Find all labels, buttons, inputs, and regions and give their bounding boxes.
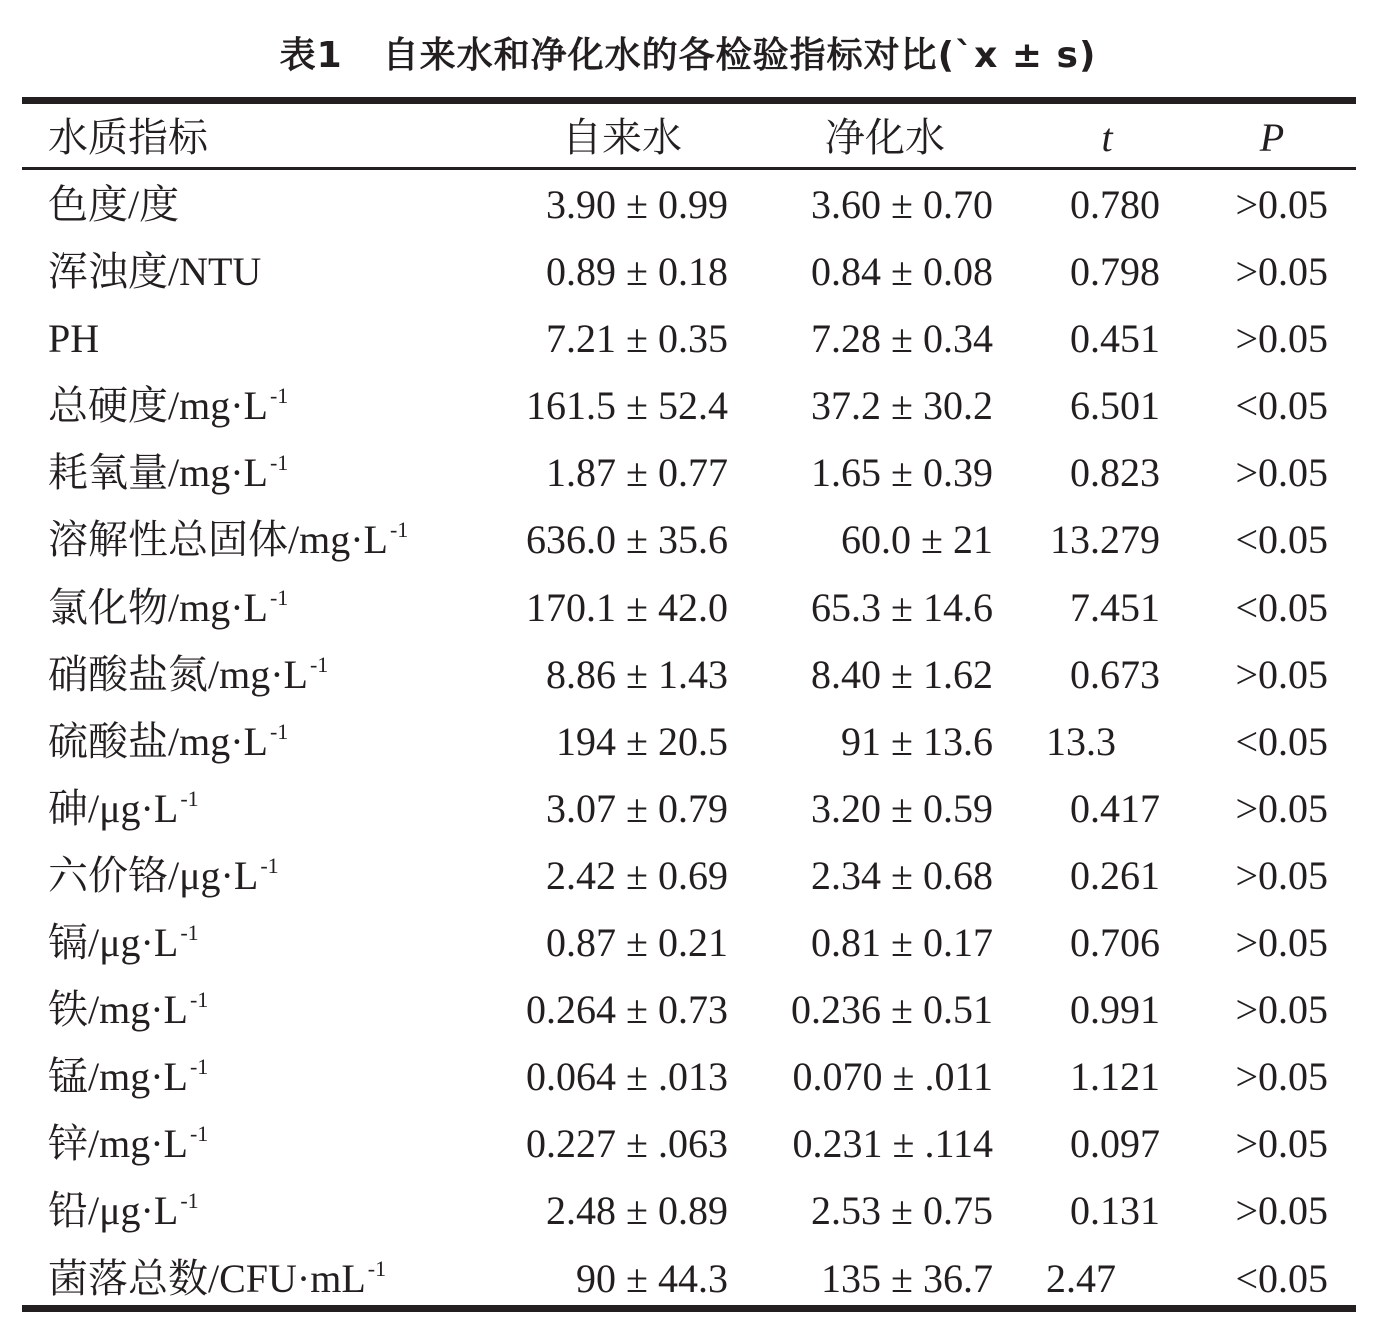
indicator-text: 耗氧量/mg·L: [48, 450, 268, 496]
t-value-cell: 13.279: [1050, 517, 1160, 563]
tap-water-cell: 90 ± 44.3: [576, 1255, 728, 1301]
unit-exponent: -1: [189, 987, 209, 1013]
indicator-text: 锰/mg·L: [48, 1054, 188, 1100]
t-value-cell: 0.991: [1070, 987, 1160, 1033]
table-header: [22, 104, 1356, 171]
unit-exponent: -1: [180, 1188, 199, 1214]
tap-water-cell: 0.227 ± .063: [526, 1121, 728, 1167]
indicator-text: 氯化物/mg·L: [48, 584, 268, 630]
indicator-cell: [48, 574, 288, 641]
indicator-text: 硫酸盐/mg·L: [48, 718, 268, 764]
indicator-text: 锌/mg·L: [48, 1121, 188, 1167]
header-row: [22, 104, 1356, 171]
purified-water-cell: 8.40 ± 1.62: [811, 651, 993, 697]
t-value-cell: 6.501: [1070, 383, 1160, 429]
p-value-cell: >0.05: [1235, 450, 1328, 496]
purified-water-cell: 0.070 ± .011: [792, 1054, 993, 1100]
table-row: [22, 372, 1356, 439]
indicator-text: 色度/度: [48, 182, 180, 227]
purified-water-cell: 7.28 ± 0.34: [811, 316, 993, 362]
p-value-cell: <0.05: [1235, 584, 1328, 630]
table-row: [22, 238, 1356, 305]
purified-water-cell: 37.2 ± 30.2: [811, 383, 993, 429]
table-row: [22, 574, 1356, 641]
tap-water-cell: 8.86 ± 1.43: [546, 651, 728, 697]
indicator-text: 总硬度/mg·L: [48, 383, 268, 429]
table-row: [22, 775, 1356, 842]
indicator-cell: [48, 439, 288, 506]
tap-water-cell: 161.5 ± 52.4: [526, 383, 728, 429]
p-value-cell: >0.05: [1235, 1054, 1328, 1100]
t-value-cell: 0.097: [1070, 1121, 1160, 1167]
purified-water-cell: 0.84 ± 0.08: [811, 249, 993, 295]
indicator-text: 铅/μg·L: [48, 1188, 179, 1234]
tap-water-cell: 3.07 ± 0.79: [546, 785, 728, 831]
tap-water-cell: 2.48 ± 0.89: [546, 1188, 728, 1234]
indicator-cell: [48, 1110, 208, 1177]
unit-exponent: -1: [269, 584, 289, 610]
header-p: P: [1259, 115, 1285, 160]
p-value-cell: <0.05: [1235, 383, 1328, 429]
table-row: [22, 1177, 1356, 1244]
p-value-cell: >0.05: [1235, 920, 1328, 966]
p-value-cell: >0.05: [1235, 1188, 1328, 1234]
p-value-cell: <0.05: [1235, 718, 1328, 764]
header-t: t: [1101, 115, 1113, 160]
unit-exponent: -1: [269, 450, 289, 476]
table-row: [22, 909, 1356, 976]
unit-exponent: -1: [180, 920, 199, 946]
tap-water-cell: 170.1 ± 42.0: [526, 584, 728, 630]
table-row: [22, 1043, 1356, 1110]
unit-exponent: -1: [389, 517, 409, 543]
indicator-text: 浑浊度/NTU: [48, 249, 262, 295]
table-row: [22, 305, 1356, 372]
indicator-cell: [48, 1245, 386, 1312]
indicator-cell: [48, 372, 288, 439]
table-caption: [0, 30, 1376, 82]
table-body: [22, 171, 1356, 1312]
purified-water-cell: 0.231 ± .114: [792, 1121, 993, 1167]
purified-water-cell: 65.3 ± 14.6: [811, 584, 993, 630]
tap-water-cell: 3.90 ± 0.99: [546, 182, 728, 227]
purified-water-cell: 3.20 ± 0.59: [811, 785, 993, 831]
indicator-text: 硝酸盐氮/mg·L: [48, 651, 308, 697]
indicator-cell: [48, 238, 263, 305]
t-value-cell: 0.798: [1070, 249, 1160, 295]
purified-water-cell: 91 ± 13.6: [841, 718, 993, 764]
table-title: 自来水和净化水的各检验指标对比(`x ± s): [382, 35, 1097, 76]
tap-water-cell: 1.87 ± 0.77: [546, 450, 728, 496]
p-value-cell: >0.05: [1235, 987, 1328, 1033]
t-value-cell: 0.261: [1070, 852, 1160, 898]
p-value-cell: >0.05: [1235, 651, 1328, 697]
unit-exponent: -1: [269, 383, 289, 409]
indicator-cell: [48, 1043, 208, 1110]
table-number: 表1: [279, 35, 343, 76]
t-value-cell: 2.47: [1046, 1255, 1116, 1301]
indicator-cell: [48, 976, 208, 1043]
p-value-cell: >0.05: [1235, 182, 1328, 227]
purified-water-cell: 60.0 ± 21: [841, 517, 993, 563]
t-value-cell: 0.673: [1070, 651, 1160, 697]
indicator-cell: [48, 641, 328, 708]
unit-exponent: -1: [367, 1255, 387, 1281]
table-row: [22, 708, 1356, 775]
t-value-cell: 0.131: [1070, 1188, 1160, 1234]
table-row: [22, 641, 1356, 708]
top-rule: [22, 97, 1356, 104]
purified-water-cell: 2.34 ± 0.68: [811, 852, 993, 898]
header-tap-water: 自来水: [562, 115, 682, 160]
p-value-cell: >0.05: [1235, 852, 1328, 898]
indicator-text: PH: [48, 316, 100, 362]
table-row: [22, 171, 1356, 238]
p-value-cell: >0.05: [1235, 249, 1328, 295]
indicator-cell: [48, 708, 288, 775]
t-value-cell: 0.417: [1070, 785, 1160, 831]
unit-exponent: -1: [180, 785, 199, 811]
p-value-cell: <0.05: [1235, 1255, 1328, 1301]
p-value-cell: >0.05: [1235, 1121, 1328, 1167]
tap-water-cell: 7.21 ± 0.35: [546, 316, 728, 362]
indicator-cell: [48, 305, 101, 372]
indicator-text: 镉/μg·L: [48, 920, 179, 966]
tap-water-cell: 2.42 ± 0.69: [546, 852, 728, 898]
p-value-cell: >0.05: [1235, 785, 1328, 831]
tap-water-cell: 194 ± 20.5: [556, 718, 728, 764]
t-value-cell: 1.121: [1070, 1054, 1160, 1100]
purified-water-cell: 0.236 ± 0.51: [791, 987, 993, 1033]
t-value-cell: 0.823: [1070, 450, 1160, 496]
tap-water-cell: 0.87 ± 0.21: [546, 920, 728, 966]
unit-exponent: -1: [189, 1054, 209, 1080]
header-indicator: 水质指标: [48, 115, 208, 160]
table-row: [22, 1110, 1356, 1177]
indicator-cell: [48, 171, 181, 238]
t-value-cell: 7.451: [1070, 584, 1160, 630]
table-row: [22, 842, 1356, 909]
unit-exponent: -1: [260, 852, 279, 878]
t-value-cell: 0.780: [1070, 182, 1160, 227]
t-value-cell: 0.706: [1070, 920, 1160, 966]
p-value-cell: >0.05: [1235, 316, 1328, 362]
t-value-cell: 13.3: [1046, 718, 1116, 764]
unit-exponent: -1: [189, 1121, 209, 1147]
purified-water-cell: 1.65 ± 0.39: [811, 450, 993, 496]
table-row: [22, 439, 1356, 506]
table-row: [22, 976, 1356, 1043]
indicator-text: 菌落总数/CFU·mL: [48, 1255, 366, 1301]
purified-water-cell: 135 ± 36.7: [821, 1255, 993, 1301]
tap-water-cell: 636.0 ± 35.6: [526, 517, 728, 563]
indicator-cell: [48, 775, 199, 842]
tap-water-cell: 0.064 ± .013: [526, 1054, 728, 1100]
t-value-cell: 0.451: [1070, 316, 1160, 362]
indicator-cell: [48, 506, 408, 573]
indicator-cell: [48, 842, 279, 909]
table-row: [22, 506, 1356, 573]
header-purified-water: 净化水: [825, 115, 945, 160]
indicator-text: 砷/μg·L: [48, 785, 179, 831]
table-row: [22, 1245, 1356, 1312]
purified-water-cell: 0.81 ± 0.17: [811, 920, 993, 966]
indicator-text: 铁/mg·L: [48, 987, 188, 1033]
header-rule: [22, 167, 1356, 170]
p-value-cell: <0.05: [1235, 517, 1328, 563]
indicator-cell: [48, 909, 199, 976]
tap-water-cell: 0.264 ± 0.73: [526, 987, 728, 1033]
indicator-text: 溶解性总固体/mg·L: [48, 517, 388, 563]
indicator-cell: [48, 1177, 199, 1244]
purified-water-cell: 2.53 ± 0.75: [811, 1188, 993, 1234]
purified-water-cell: 3.60 ± 0.70: [811, 182, 993, 227]
unit-exponent: -1: [269, 718, 289, 744]
indicator-text: 六价铬/μg·L: [48, 852, 259, 898]
unit-exponent: -1: [309, 651, 329, 677]
tap-water-cell: 0.89 ± 0.18: [546, 249, 728, 295]
bottom-rule: [22, 1305, 1356, 1312]
